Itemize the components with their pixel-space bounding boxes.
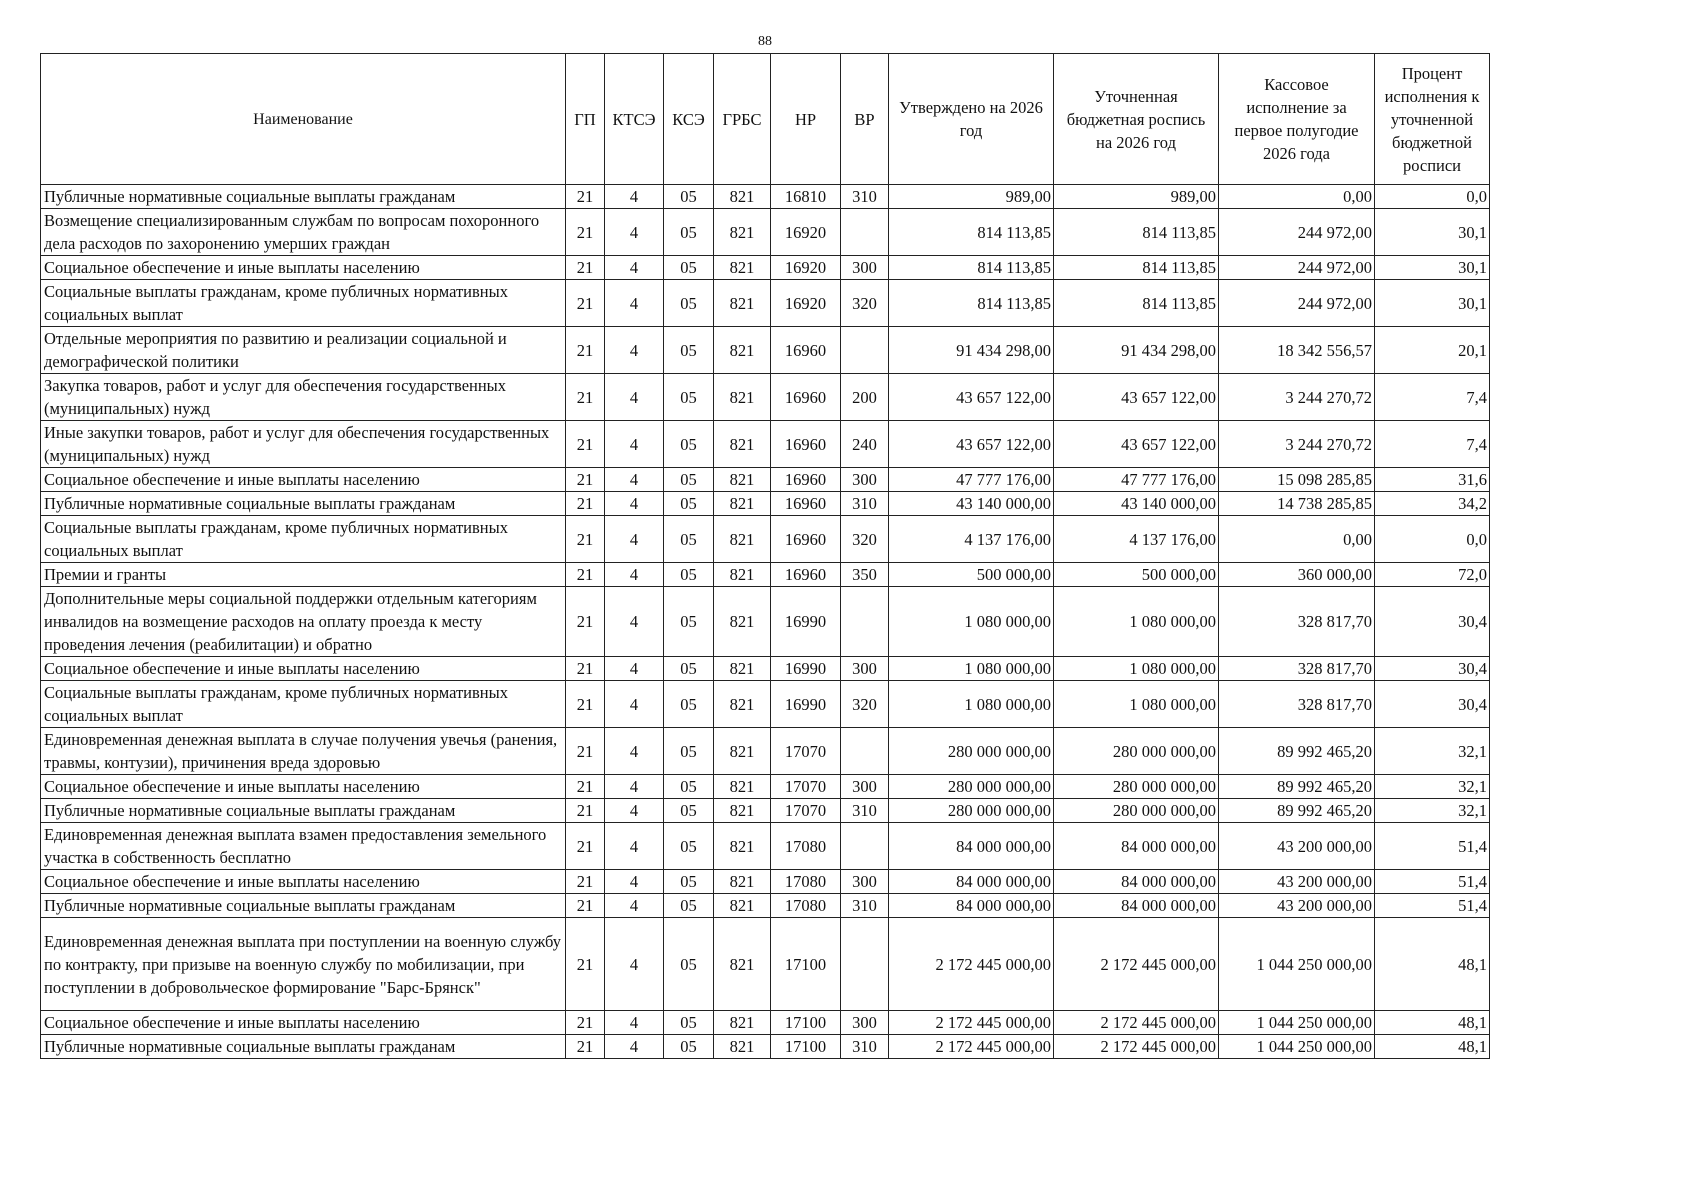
- table-row: [41, 870, 1490, 894]
- cell-approved: 43 657 122,00: [889, 374, 1054, 421]
- cell-percent: 20,1: [1375, 327, 1490, 374]
- cell-percent: 30,1: [1375, 280, 1490, 327]
- cell-grbs: 821: [714, 799, 771, 823]
- cell-grbs: 821: [714, 256, 771, 280]
- cell-vr: 310: [841, 185, 889, 209]
- cell-vr: 300: [841, 468, 889, 492]
- cell-gp: 21: [566, 468, 605, 492]
- cell-refined: 280 000 000,00: [1054, 775, 1219, 799]
- cell-ktse: 4: [605, 563, 664, 587]
- cell-approved: 814 113,85: [889, 256, 1054, 280]
- cell-ktse: 4: [605, 209, 664, 256]
- cell-refined: 280 000 000,00: [1054, 799, 1219, 823]
- cell-percent: 0,0: [1375, 185, 1490, 209]
- cell-vr: [841, 918, 889, 1011]
- cell-gp: 21: [566, 681, 605, 728]
- cell-kse: 05: [664, 256, 714, 280]
- cell-grbs: 821: [714, 492, 771, 516]
- cell-vr: [841, 587, 889, 657]
- cell-refined: 2 172 445 000,00: [1054, 1035, 1219, 1059]
- cell-nr: 16920: [771, 256, 841, 280]
- header-percent: Процент исполнения к уточненной бюджетной росписи: [1375, 54, 1490, 185]
- cell-cash: 14 738 285,85: [1219, 492, 1375, 516]
- cell-refined: 84 000 000,00: [1054, 823, 1219, 870]
- cell-grbs: 821: [714, 1035, 771, 1059]
- cell-kse: 05: [664, 587, 714, 657]
- cell-ktse: 4: [605, 587, 664, 657]
- cell-kse: 05: [664, 894, 714, 918]
- cell-cash: 18 342 556,57: [1219, 327, 1375, 374]
- cell-gp: 21: [566, 894, 605, 918]
- header-cash: Кассовое исполнение за первое полугодие 2026 года: [1219, 54, 1375, 185]
- cell-refined: 1 080 000,00: [1054, 657, 1219, 681]
- cell-gp: 21: [566, 280, 605, 327]
- cell-cash: 15 098 285,85: [1219, 468, 1375, 492]
- cell-grbs: 821: [714, 421, 771, 468]
- cell-nr: 16960: [771, 492, 841, 516]
- cell-cash: 244 972,00: [1219, 280, 1375, 327]
- cell-kse: 05: [664, 421, 714, 468]
- cell-grbs: 821: [714, 327, 771, 374]
- table-row: [41, 209, 1490, 256]
- cell-approved: 814 113,85: [889, 209, 1054, 256]
- page-number: 88: [758, 34, 772, 49]
- cell-grbs: 821: [714, 209, 771, 256]
- table-row: [41, 918, 1490, 1011]
- cell-refined: 500 000,00: [1054, 563, 1219, 587]
- cell-vr: 310: [841, 492, 889, 516]
- cell-grbs: 821: [714, 918, 771, 1011]
- cell-gp: 21: [566, 516, 605, 563]
- cell-percent: 30,4: [1375, 657, 1490, 681]
- cell-kse: 05: [664, 681, 714, 728]
- cell-gp: 21: [566, 1011, 605, 1035]
- table-row: [41, 587, 1490, 657]
- cell-nr: 16990: [771, 657, 841, 681]
- cell-name: Публичные нормативные социальные выплаты гражданам: [41, 894, 566, 918]
- cell-ktse: 4: [605, 280, 664, 327]
- cell-percent: 7,4: [1375, 421, 1490, 468]
- cell-grbs: 821: [714, 775, 771, 799]
- table-row: [41, 823, 1490, 870]
- cell-ktse: 4: [605, 775, 664, 799]
- cell-name: Социальное обеспечение и иные выплаты населению: [41, 775, 566, 799]
- cell-ktse: 4: [605, 657, 664, 681]
- cell-refined: 814 113,85: [1054, 256, 1219, 280]
- cell-vr: 310: [841, 1035, 889, 1059]
- cell-ktse: 4: [605, 799, 664, 823]
- cell-grbs: 821: [714, 823, 771, 870]
- header-grbs: ГРБС: [714, 54, 771, 185]
- cell-nr: 16990: [771, 681, 841, 728]
- table-row: [41, 492, 1490, 516]
- table-row: [41, 280, 1490, 327]
- cell-kse: 05: [664, 516, 714, 563]
- cell-grbs: 821: [714, 894, 771, 918]
- cell-refined: 47 777 176,00: [1054, 468, 1219, 492]
- table-row: [41, 516, 1490, 563]
- cell-percent: 30,1: [1375, 209, 1490, 256]
- cell-gp: 21: [566, 563, 605, 587]
- cell-gp: 21: [566, 256, 605, 280]
- cell-nr: 16990: [771, 587, 841, 657]
- cell-percent: 32,1: [1375, 775, 1490, 799]
- cell-percent: 31,6: [1375, 468, 1490, 492]
- cell-grbs: 821: [714, 374, 771, 421]
- cell-percent: 48,1: [1375, 918, 1490, 1011]
- cell-vr: 300: [841, 657, 889, 681]
- cell-approved: 1 080 000,00: [889, 657, 1054, 681]
- cell-nr: 17100: [771, 918, 841, 1011]
- table-header-row: [41, 54, 1490, 185]
- cell-name: Единовременная денежная выплата при поступлении на военную службу по контракту, при призыве на военную службу по мобилизации, при поступлении в добровольческое формирование "Барс-Брянск": [41, 918, 566, 1011]
- cell-ktse: 4: [605, 681, 664, 728]
- cell-name: Возмещение специализированным службам по вопросам похоронного дела расходов по захоронению умерших граждан: [41, 209, 566, 256]
- table-row: [41, 374, 1490, 421]
- cell-approved: 84 000 000,00: [889, 870, 1054, 894]
- cell-refined: 43 657 122,00: [1054, 374, 1219, 421]
- table-body: [41, 185, 1490, 1059]
- table-row: [41, 468, 1490, 492]
- cell-kse: 05: [664, 563, 714, 587]
- cell-vr: 240: [841, 421, 889, 468]
- cell-nr: 17070: [771, 775, 841, 799]
- cell-nr: 16920: [771, 209, 841, 256]
- cell-grbs: 821: [714, 681, 771, 728]
- cell-gp: 21: [566, 209, 605, 256]
- cell-ktse: 4: [605, 870, 664, 894]
- cell-kse: 05: [664, 468, 714, 492]
- cell-cash: 360 000,00: [1219, 563, 1375, 587]
- cell-vr: 310: [841, 894, 889, 918]
- cell-percent: 32,1: [1375, 728, 1490, 775]
- table-row: [41, 327, 1490, 374]
- cell-kse: 05: [664, 1035, 714, 1059]
- cell-refined: 4 137 176,00: [1054, 516, 1219, 563]
- cell-nr: 16960: [771, 468, 841, 492]
- cell-kse: 05: [664, 185, 714, 209]
- cell-name: Закупка товаров, работ и услуг для обеспечения государственных (муниципальных) нужд: [41, 374, 566, 421]
- cell-grbs: 821: [714, 728, 771, 775]
- cell-percent: 30,1: [1375, 256, 1490, 280]
- cell-grbs: 821: [714, 516, 771, 563]
- cell-percent: 32,1: [1375, 799, 1490, 823]
- cell-ktse: 4: [605, 327, 664, 374]
- cell-refined: 84 000 000,00: [1054, 870, 1219, 894]
- cell-name: Социальное обеспечение и иные выплаты населению: [41, 256, 566, 280]
- cell-grbs: 821: [714, 280, 771, 327]
- cell-vr: 320: [841, 280, 889, 327]
- cell-grbs: 821: [714, 870, 771, 894]
- cell-cash: 89 992 465,20: [1219, 728, 1375, 775]
- cell-cash: 43 200 000,00: [1219, 894, 1375, 918]
- cell-percent: 51,4: [1375, 894, 1490, 918]
- table-row: [41, 799, 1490, 823]
- cell-grbs: 821: [714, 563, 771, 587]
- cell-gp: 21: [566, 374, 605, 421]
- cell-percent: 48,1: [1375, 1035, 1490, 1059]
- cell-ktse: 4: [605, 516, 664, 563]
- cell-approved: 2 172 445 000,00: [889, 918, 1054, 1011]
- cell-approved: 2 172 445 000,00: [889, 1035, 1054, 1059]
- cell-ktse: 4: [605, 468, 664, 492]
- table-row: [41, 775, 1490, 799]
- cell-nr: 16960: [771, 563, 841, 587]
- cell-vr: 300: [841, 256, 889, 280]
- cell-cash: 244 972,00: [1219, 256, 1375, 280]
- cell-name: Дополнительные меры социальной поддержки отдельным категориям инвалидов на возмещение расходов на оплату проезда к месту проведения лечения (реабилитации) и обратно: [41, 587, 566, 657]
- cell-gp: 21: [566, 587, 605, 657]
- cell-kse: 05: [664, 823, 714, 870]
- cell-vr: [841, 209, 889, 256]
- cell-kse: 05: [664, 492, 714, 516]
- cell-percent: 0,0: [1375, 516, 1490, 563]
- cell-grbs: 821: [714, 468, 771, 492]
- cell-gp: 21: [566, 421, 605, 468]
- cell-nr: 17080: [771, 894, 841, 918]
- cell-ktse: 4: [605, 421, 664, 468]
- header-kse: КСЭ: [664, 54, 714, 185]
- cell-name: Публичные нормативные социальные выплаты гражданам: [41, 185, 566, 209]
- cell-kse: 05: [664, 374, 714, 421]
- cell-approved: 989,00: [889, 185, 1054, 209]
- cell-gp: 21: [566, 185, 605, 209]
- cell-approved: 1 080 000,00: [889, 587, 1054, 657]
- header-name: Наименование: [41, 54, 566, 185]
- cell-approved: 91 434 298,00: [889, 327, 1054, 374]
- cell-nr: 17080: [771, 823, 841, 870]
- cell-ktse: 4: [605, 728, 664, 775]
- cell-name: Публичные нормативные социальные выплаты гражданам: [41, 799, 566, 823]
- cell-approved: 280 000 000,00: [889, 728, 1054, 775]
- cell-approved: 1 080 000,00: [889, 681, 1054, 728]
- cell-gp: 21: [566, 799, 605, 823]
- table-row: [41, 1035, 1490, 1059]
- cell-vr: 300: [841, 870, 889, 894]
- cell-kse: 05: [664, 728, 714, 775]
- cell-approved: 84 000 000,00: [889, 894, 1054, 918]
- header-vr: ВР: [841, 54, 889, 185]
- cell-ktse: 4: [605, 823, 664, 870]
- cell-kse: 05: [664, 657, 714, 681]
- cell-vr: 300: [841, 775, 889, 799]
- cell-refined: 1 080 000,00: [1054, 681, 1219, 728]
- cell-approved: 500 000,00: [889, 563, 1054, 587]
- cell-name: Социальные выплаты гражданам, кроме публичных нормативных социальных выплат: [41, 280, 566, 327]
- cell-approved: 814 113,85: [889, 280, 1054, 327]
- cell-cash: 244 972,00: [1219, 209, 1375, 256]
- cell-cash: 328 817,70: [1219, 657, 1375, 681]
- table-row: [41, 1011, 1490, 1035]
- cell-name: Единовременная денежная выплата в случае получения увечья (ранения, травмы, контузии), причинения вреда здоровью: [41, 728, 566, 775]
- table-row: [41, 185, 1490, 209]
- cell-cash: 0,00: [1219, 185, 1375, 209]
- cell-nr: 16960: [771, 327, 841, 374]
- cell-name: Социальные выплаты гражданам, кроме публичных нормативных социальных выплат: [41, 516, 566, 563]
- cell-refined: 280 000 000,00: [1054, 728, 1219, 775]
- cell-vr: 310: [841, 799, 889, 823]
- cell-refined: 2 172 445 000,00: [1054, 918, 1219, 1011]
- cell-gp: 21: [566, 492, 605, 516]
- cell-kse: 05: [664, 870, 714, 894]
- cell-nr: 16810: [771, 185, 841, 209]
- cell-nr: 16960: [771, 374, 841, 421]
- cell-ktse: 4: [605, 894, 664, 918]
- cell-kse: 05: [664, 775, 714, 799]
- cell-refined: 43 140 000,00: [1054, 492, 1219, 516]
- cell-cash: 3 244 270,72: [1219, 421, 1375, 468]
- table-row: [41, 563, 1490, 587]
- cell-refined: 91 434 298,00: [1054, 327, 1219, 374]
- cell-cash: 328 817,70: [1219, 681, 1375, 728]
- cell-ktse: 4: [605, 185, 664, 209]
- header-refined: Уточненная бюджетная роспись на 2026 год: [1054, 54, 1219, 185]
- cell-name: Социальное обеспечение и иные выплаты населению: [41, 1011, 566, 1035]
- cell-refined: 814 113,85: [1054, 209, 1219, 256]
- cell-percent: 7,4: [1375, 374, 1490, 421]
- cell-gp: 21: [566, 823, 605, 870]
- table-row: [41, 657, 1490, 681]
- cell-name: Социальное обеспечение и иные выплаты населению: [41, 657, 566, 681]
- cell-percent: 30,4: [1375, 587, 1490, 657]
- cell-nr: 17100: [771, 1011, 841, 1035]
- cell-ktse: 4: [605, 1011, 664, 1035]
- header-approved: Утверждено на 2026 год: [889, 54, 1054, 185]
- table-row: [41, 894, 1490, 918]
- cell-ktse: 4: [605, 492, 664, 516]
- cell-cash: 1 044 250 000,00: [1219, 1011, 1375, 1035]
- cell-nr: 17080: [771, 870, 841, 894]
- cell-vr: 350: [841, 563, 889, 587]
- cell-percent: 34,2: [1375, 492, 1490, 516]
- cell-percent: 51,4: [1375, 870, 1490, 894]
- header-gp: ГП: [566, 54, 605, 185]
- cell-cash: 43 200 000,00: [1219, 870, 1375, 894]
- cell-cash: 89 992 465,20: [1219, 799, 1375, 823]
- cell-approved: 4 137 176,00: [889, 516, 1054, 563]
- cell-name: Отдельные мероприятия по развитию и реализации социальной и демографической политики: [41, 327, 566, 374]
- cell-grbs: 821: [714, 657, 771, 681]
- header-ktse: КТСЭ: [605, 54, 664, 185]
- cell-nr: 16920: [771, 280, 841, 327]
- table-row: [41, 728, 1490, 775]
- cell-gp: 21: [566, 775, 605, 799]
- cell-ktse: 4: [605, 918, 664, 1011]
- cell-vr: 300: [841, 1011, 889, 1035]
- header-nr: НР: [771, 54, 841, 185]
- cell-refined: 84 000 000,00: [1054, 894, 1219, 918]
- budget-execution-table: [40, 53, 1490, 1059]
- cell-grbs: 821: [714, 587, 771, 657]
- cell-kse: 05: [664, 209, 714, 256]
- cell-percent: 51,4: [1375, 823, 1490, 870]
- cell-ktse: 4: [605, 1035, 664, 1059]
- cell-cash: 1 044 250 000,00: [1219, 918, 1375, 1011]
- cell-name: Премии и гранты: [41, 563, 566, 587]
- cell-percent: 30,4: [1375, 681, 1490, 728]
- cell-refined: 2 172 445 000,00: [1054, 1011, 1219, 1035]
- cell-vr: 200: [841, 374, 889, 421]
- cell-nr: 17070: [771, 799, 841, 823]
- cell-name: Социальное обеспечение и иные выплаты населению: [41, 870, 566, 894]
- cell-approved: 280 000 000,00: [889, 799, 1054, 823]
- cell-cash: 1 044 250 000,00: [1219, 1035, 1375, 1059]
- cell-kse: 05: [664, 799, 714, 823]
- cell-refined: 989,00: [1054, 185, 1219, 209]
- cell-nr: 16960: [771, 516, 841, 563]
- cell-cash: 0,00: [1219, 516, 1375, 563]
- cell-gp: 21: [566, 657, 605, 681]
- cell-ktse: 4: [605, 374, 664, 421]
- cell-approved: 2 172 445 000,00: [889, 1011, 1054, 1035]
- cell-cash: 89 992 465,20: [1219, 775, 1375, 799]
- cell-gp: 21: [566, 327, 605, 374]
- cell-kse: 05: [664, 918, 714, 1011]
- cell-name: Иные закупки товаров, работ и услуг для обеспечения государственных (муниципальных) нужд: [41, 421, 566, 468]
- cell-approved: 84 000 000,00: [889, 823, 1054, 870]
- cell-percent: 72,0: [1375, 563, 1490, 587]
- cell-kse: 05: [664, 1011, 714, 1035]
- cell-name: Социальное обеспечение и иные выплаты населению: [41, 468, 566, 492]
- table-row: [41, 421, 1490, 468]
- cell-name: Публичные нормативные социальные выплаты гражданам: [41, 1035, 566, 1059]
- cell-vr: [841, 327, 889, 374]
- cell-vr: [841, 823, 889, 870]
- cell-nr: 17070: [771, 728, 841, 775]
- cell-gp: 21: [566, 870, 605, 894]
- cell-vr: 320: [841, 516, 889, 563]
- cell-vr: 320: [841, 681, 889, 728]
- cell-cash: 43 200 000,00: [1219, 823, 1375, 870]
- cell-vr: [841, 728, 889, 775]
- cell-grbs: 821: [714, 185, 771, 209]
- cell-refined: 43 657 122,00: [1054, 421, 1219, 468]
- table-row: [41, 256, 1490, 280]
- cell-gp: 21: [566, 918, 605, 1011]
- cell-name: Публичные нормативные социальные выплаты гражданам: [41, 492, 566, 516]
- cell-percent: 48,1: [1375, 1011, 1490, 1035]
- cell-grbs: 821: [714, 1011, 771, 1035]
- cell-kse: 05: [664, 280, 714, 327]
- cell-cash: 328 817,70: [1219, 587, 1375, 657]
- cell-nr: 16960: [771, 421, 841, 468]
- cell-nr: 17100: [771, 1035, 841, 1059]
- cell-ktse: 4: [605, 256, 664, 280]
- cell-approved: 43 657 122,00: [889, 421, 1054, 468]
- cell-approved: 280 000 000,00: [889, 775, 1054, 799]
- cell-name: Социальные выплаты гражданам, кроме публичных нормативных социальных выплат: [41, 681, 566, 728]
- cell-kse: 05: [664, 327, 714, 374]
- cell-gp: 21: [566, 728, 605, 775]
- cell-refined: 814 113,85: [1054, 280, 1219, 327]
- table-row: [41, 681, 1490, 728]
- cell-gp: 21: [566, 1035, 605, 1059]
- cell-approved: 43 140 000,00: [889, 492, 1054, 516]
- cell-approved: 47 777 176,00: [889, 468, 1054, 492]
- cell-name: Единовременная денежная выплата взамен предоставления земельного участка в собственность бесплатно: [41, 823, 566, 870]
- cell-cash: 3 244 270,72: [1219, 374, 1375, 421]
- cell-refined: 1 080 000,00: [1054, 587, 1219, 657]
